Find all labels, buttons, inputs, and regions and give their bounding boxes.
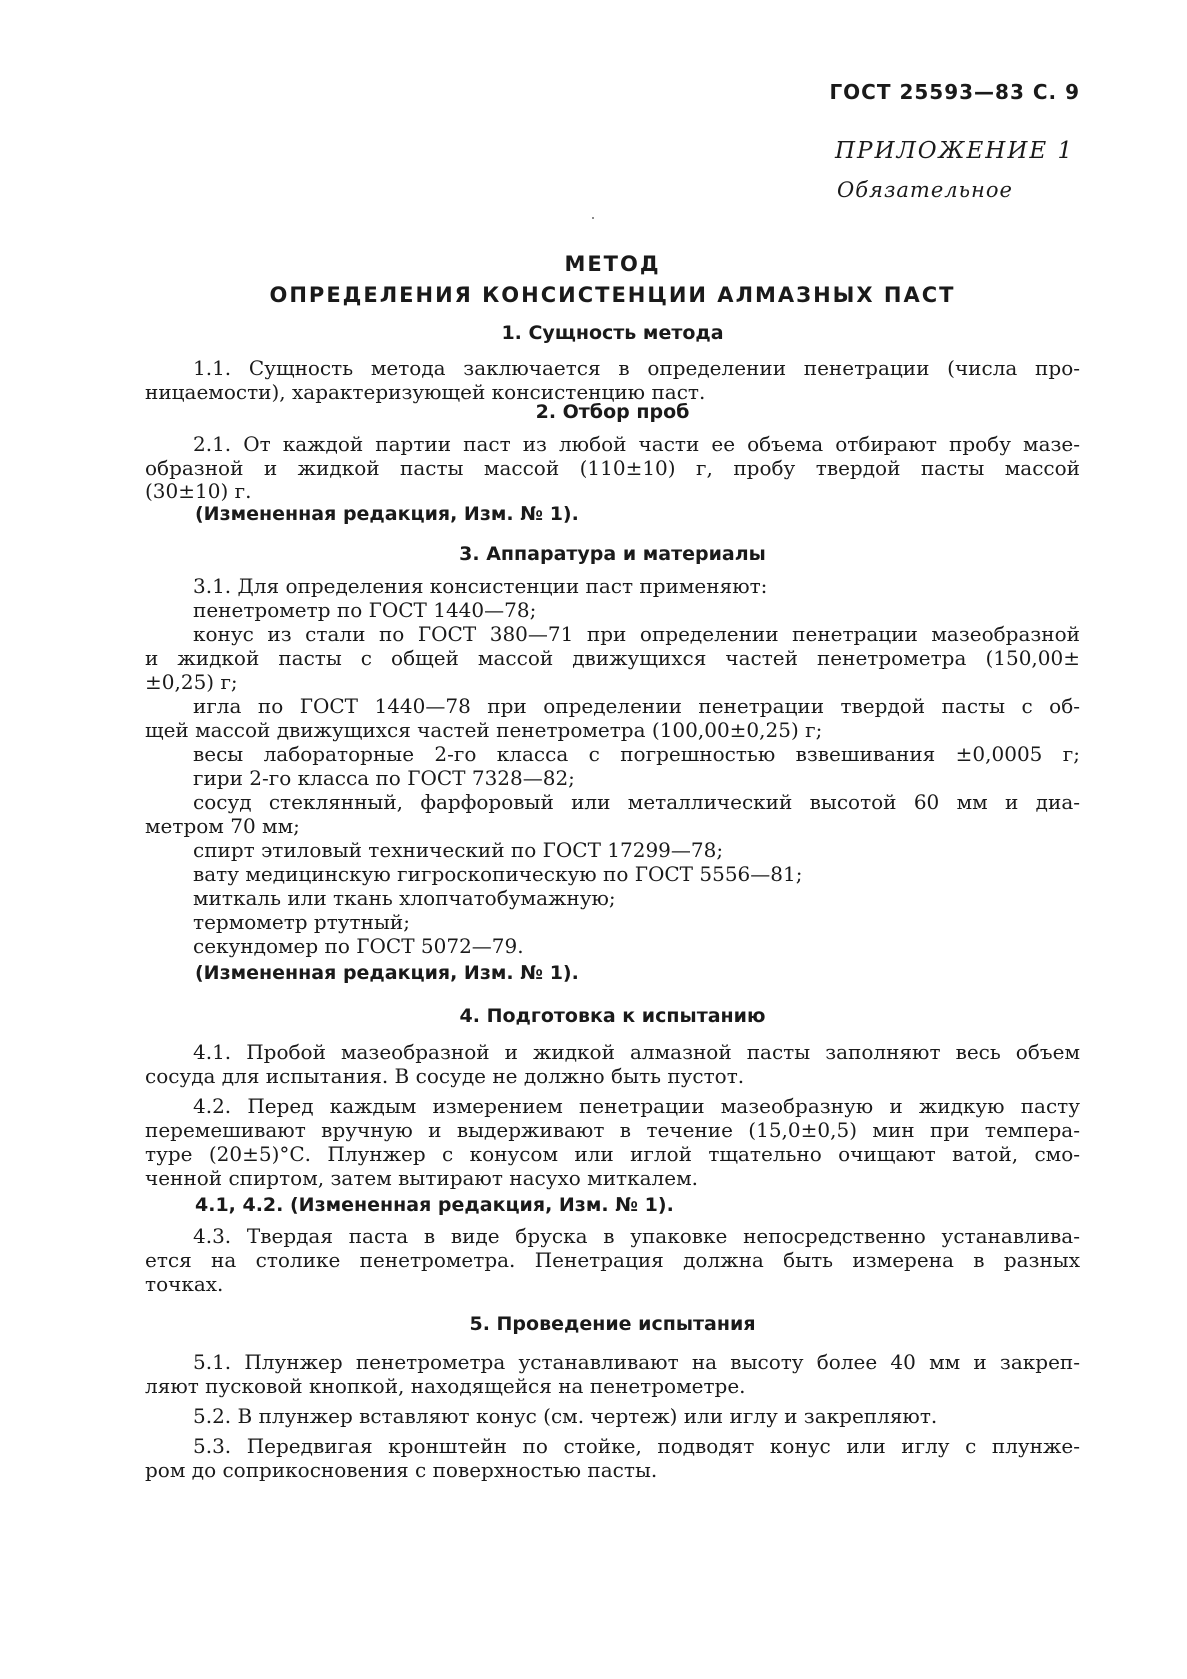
paragraph-line: метром 70 мм; bbox=[145, 814, 300, 838]
paragraph-line: 4.2. Перед каждым измерением пенетрации мазеобразную и жидкую пасту bbox=[193, 1094, 1080, 1118]
paragraph-line: вату медицинскую гигроскопическую по ГОСТ 5556—81; bbox=[193, 862, 803, 886]
paragraph-line: 5.3. Передвигая кронштейн по стойке, подводят конус или иглу с плунже- bbox=[193, 1434, 1080, 1458]
paragraph-line: миткаль или ткань хлопчатобумажную; bbox=[193, 886, 616, 910]
paragraph-line: перемешивают вручную и выдерживают в течение (15,0±0,5) мин при темпера- bbox=[145, 1118, 1080, 1142]
doc-title-line-1: МЕТОД bbox=[564, 252, 661, 276]
paragraph-line: щей массой движущихся частей пенетрометра (100,00±0,25) г; bbox=[145, 718, 823, 742]
amendment-note: 4.1, 4.2. (Измененная редакция, Изм. № 1). bbox=[195, 1194, 674, 1216]
scan-speck bbox=[592, 217, 594, 219]
paragraph-line: конус из стали по ГОСТ 380—71 при определении пенетрации мазеобразной bbox=[193, 622, 1080, 646]
paragraph-line: пенетрометр по ГОСТ 1440—78; bbox=[193, 598, 537, 622]
paragraph-line: секундомер по ГОСТ 5072—79. bbox=[193, 934, 524, 958]
paragraph-line: (30±10) г. bbox=[145, 479, 252, 503]
paragraph-line: гири 2-го класса по ГОСТ 7328—82; bbox=[193, 766, 575, 790]
paragraph-line: ницаемости), характеризующей консистенцию паст. bbox=[145, 380, 706, 404]
paragraph-line: игла по ГОСТ 1440—78 при определении пенетрации твердой пасты с об- bbox=[193, 694, 1080, 718]
appendix-subtitle: Обязательное bbox=[837, 178, 1013, 202]
paragraph-line: сосуда для испытания. В сосуде не должно быть пустот. bbox=[145, 1064, 745, 1088]
paragraph-line: ляют пусковой кнопкой, находящейся на пенетрометре. bbox=[145, 1374, 746, 1398]
doc-title-line-2: ОПРЕДЕЛЕНИЯ КОНСИСТЕНЦИИ АЛМАЗНЫХ ПАСТ bbox=[269, 283, 956, 307]
paragraph-line: 4.3. Твердая паста в виде бруска в упаковке непосредственно устанавлива- bbox=[193, 1224, 1080, 1248]
paragraph-line: 4.1. Пробой мазеобразной и жидкой алмазной пасты заполняют весь объем bbox=[193, 1040, 1080, 1064]
paragraph-line: точках. bbox=[145, 1272, 224, 1296]
paragraph-line: и жидкой пасты с общей массой движущихся частей пенетрометра (150,00± bbox=[145, 646, 1080, 670]
paragraph-line: образной и жидкой пасты массой (110±10) г, пробу твердой пасты массой bbox=[145, 456, 1080, 480]
paragraph-line: ченной спиртом, затем вытирают насухо миткалем. bbox=[145, 1166, 698, 1190]
paragraph-line: ром до соприкосновения с поверхностью пасты. bbox=[145, 1458, 658, 1482]
paragraph-line: 3.1. Для определения консистенции паст применяют: bbox=[193, 574, 768, 598]
amendment-note: (Измененная редакция, Изм. № 1). bbox=[195, 503, 579, 525]
paragraph-line: 1.1. Сущность метода заключается в определении пенетрации (числа про- bbox=[193, 356, 1080, 380]
paragraph-line: весы лабораторные 2-го класса с погрешностью взвешивания ±0,0005 г; bbox=[193, 742, 1080, 766]
paragraph-line: туре (20±5)°С. Плунжер с конусом или иглой тщательно очищают ватой, смо- bbox=[145, 1142, 1080, 1166]
paragraph-line: спирт этиловый технический по ГОСТ 17299—78; bbox=[193, 838, 724, 862]
paragraph-line: сосуд стеклянный, фарфоровый или металлический высотой 60 мм и диа- bbox=[193, 790, 1080, 814]
section-heading-2: 2. Отбор проб bbox=[535, 401, 690, 423]
paragraph-line: ется на столике пенетрометра. Пенетрация должна быть измерена в разных bbox=[145, 1248, 1080, 1272]
paragraph-line: 2.1. От каждой партии паст из любой части ее объема отбирают пробу мазе- bbox=[193, 432, 1080, 456]
section-heading-5: 5. Проведение испытания bbox=[469, 1313, 756, 1335]
paragraph-line: термометр ртутный; bbox=[193, 910, 410, 934]
amendment-note: (Измененная редакция, Изм. № 1). bbox=[195, 962, 579, 984]
paragraph-line: 5.1. Плунжер пенетрометра устанавливают на высоту более 40 мм и закреп- bbox=[193, 1350, 1080, 1374]
section-heading-4: 4. Подготовка к испытанию bbox=[459, 1005, 766, 1027]
appendix-title: ПРИЛОЖЕНИЕ 1 bbox=[835, 138, 1075, 164]
page-header: ГОСТ 25593—83 С. 9 bbox=[829, 80, 1080, 104]
section-heading-3: 3. Аппаратура и материалы bbox=[459, 543, 766, 565]
paragraph-line: ±0,25) г; bbox=[145, 670, 238, 694]
paragraph-line: 5.2. В плунжер вставляют конус (см. чертеж) или иглу и закрепляют. bbox=[193, 1404, 938, 1428]
section-heading-1: 1. Сущность метода bbox=[501, 322, 724, 344]
